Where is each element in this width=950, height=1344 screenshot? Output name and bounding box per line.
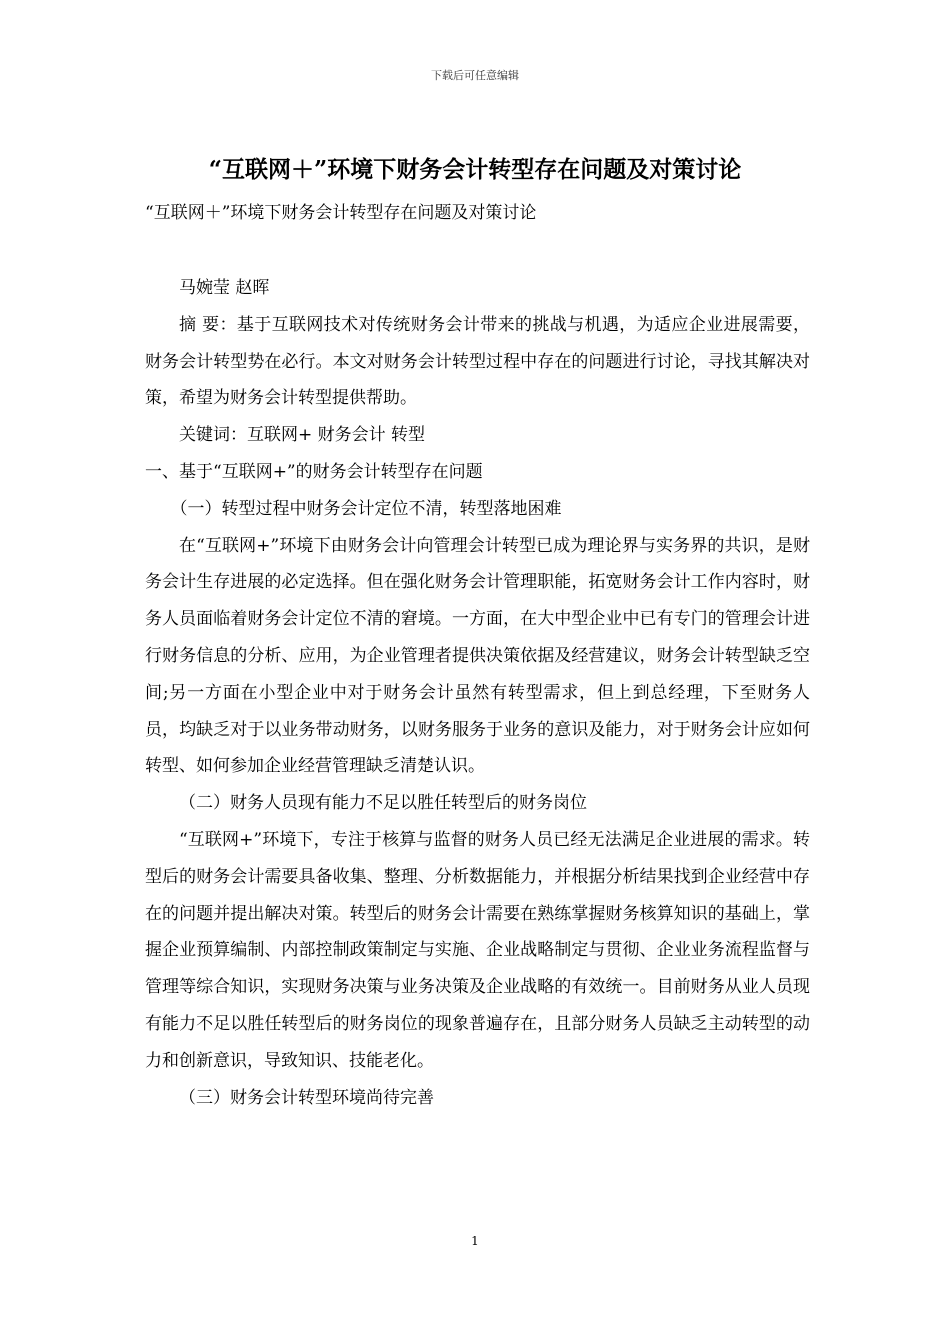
authors: 马婉莹 赵晖	[179, 278, 270, 298]
abstract: 摘 要：基于互联网技术对传统财务会计带来的挑战与机遇，为适应企业进展需要，财务会计转型势在必行。本文对财务会计转型过程中存在的问题进行讨论，寻找其解决对策，希望为财务会计转型提供帮助。	[145, 314, 810, 409]
paragraph-2: “互联网+”环境下，专注于核算与监督的财务人员已经无法满足企业进展的需求。转型后的财务会计需要具备收集、整理、分析数据能力，并根据分析结果找到企业经营中存在的问题并提出解决对策。转型后的财务会计需要在熟练掌握财务核算知识的基础上，掌握企业预算编制、内部控制政策制定与实施、企业战略制定与贯彻、企业业务流程监督与管理等综合知识，实现财务决策与业务决策及企业战略的有效统一。目前财务从业人员现有能力不足以胜任转型后的财务岗位的现象普遍存在，且部分财务人员缺乏主动转型的动力和创新意识，导致知识、技能老化。	[145, 829, 810, 1071]
document-title: “互联网＋”环境下财务会计转型存在问题及对策讨论	[208, 156, 742, 183]
subsection-heading-1: （一）转型过程中财务会计定位不清，转型落地困难	[170, 498, 562, 519]
header-note: 下载后可任意编辑	[431, 69, 519, 82]
keywords: 关键词：互联网+ 财务会计 转型	[179, 425, 426, 446]
document-body	[145, 270, 810, 1116]
page-number: 1	[471, 1234, 479, 1248]
section-heading-1: 一、基于“互联网+”的财务会计转型存在问题	[145, 461, 483, 482]
paragraph-1: 在“互联网+”环境下由财务会计向管理会计转型已成为理论界与实务界的共识，是财务会计生存进展的必定选择。但在强化财务会计管理职能，拓宽财务会计工作内容时，财务人员面临着财务会计定位不清的窘境。一方面，在大中型企业中已有专门的管理会计进行财务信息的分析、应用，为企业管理者提供决策依据及经营建议，财务会计转型缺乏空间;另一方面在小型企业中对于财务会计虽然有转型需求，但上到总经理，下至财务人员，均缺乏对于以业务带动财务，以财务服务于业务的意识及能力，对于财务会计应如何转型、如何参加企业经营管理缺乏清楚认识。	[145, 535, 810, 777]
subsection-heading-2: （二）财务人员现有能力不足以胜任转型后的财务岗位	[179, 793, 587, 814]
subsection-heading-3: （三）财务会计转型环境尚待完善	[179, 1087, 434, 1108]
document-subtitle: “互联网＋”环境下财务会计转型存在问题及对策讨论	[145, 203, 537, 223]
